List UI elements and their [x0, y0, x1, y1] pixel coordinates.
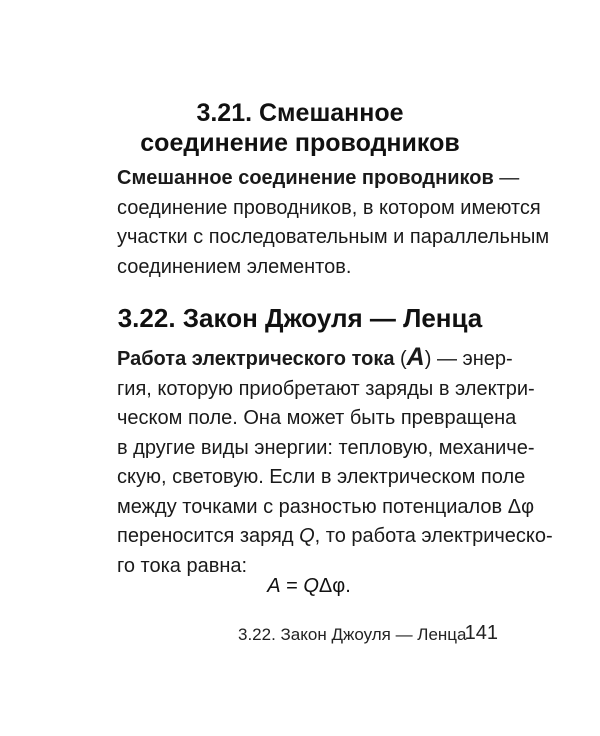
page-footer	[238, 623, 498, 647]
section-321-title-line2: соединение проводников	[140, 129, 460, 157]
paragraph-line: ческом поле. Она может быть превращена	[117, 407, 517, 429]
text-fragment: переносится заряд	[117, 525, 300, 547]
term-mixed-connection: Смешанное соединение проводников	[117, 167, 494, 189]
paragraph-line: гия, которую приобретают заряды в электри-	[117, 377, 535, 400]
paragraph-line: в другие виды энергии: тепловую, механиче-	[117, 436, 535, 459]
term-electric-work: Работа электрического тока	[117, 348, 395, 370]
formula-A: A	[267, 575, 281, 597]
dash: —	[493, 167, 520, 189]
paragraph-line	[117, 164, 520, 194]
page-number: 141	[464, 622, 498, 644]
symbol-A: A	[406, 343, 425, 371]
section-322-paragraph	[117, 343, 553, 581]
paragraph-line	[117, 522, 553, 552]
paragraph-line	[117, 343, 513, 375]
symbol-Q: Q	[299, 525, 315, 547]
formula-rest: Δφ.	[318, 575, 351, 597]
text-fragment: , то работа электрическо-	[314, 525, 553, 547]
paragraph-line: соединение проводников, в котором имеются	[117, 196, 541, 219]
section-322-title: 3.22. Закон Джоуля — Ленца	[117, 303, 483, 333]
section-321-title-line1: 3.21. Смешанное	[196, 99, 404, 127]
paragraph-line: скую, световую. Если в электрическом поле	[117, 466, 526, 488]
formula-equals: =	[280, 575, 304, 597]
formula-Q: Q	[303, 575, 319, 597]
paren-open: (	[394, 348, 407, 370]
running-head: 3.22. Закон Джоуля — Ленца	[238, 625, 467, 644]
section-321-paragraph	[117, 164, 550, 282]
paragraph-line: между точками с разностью потенциалов Δφ	[117, 495, 535, 518]
paragraph-line: участки с последовательным и параллельным	[117, 226, 550, 248]
paragraph-line: соединением элементов.	[117, 255, 352, 278]
paren-close: ) — энер-	[424, 348, 513, 370]
paragraph-line: го тока равна:	[117, 554, 248, 577]
formula	[0, 571, 600, 601]
